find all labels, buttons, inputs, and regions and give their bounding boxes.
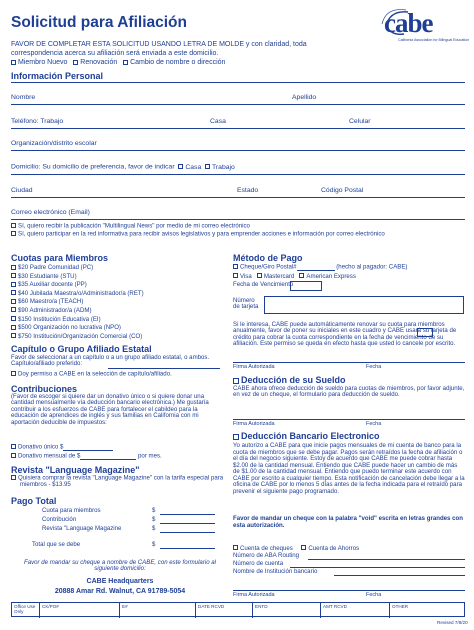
- amex-option[interactable]: American Express: [299, 273, 355, 280]
- personal-title: Información Personal: [11, 71, 104, 81]
- fee-option[interactable]: $500 Organización no lucrativa (NPO): [11, 324, 226, 333]
- currency: $: [152, 525, 156, 532]
- email-field[interactable]: [11, 219, 465, 220]
- fee-option[interactable]: $750 Institución/Organización Comercial (CO): [11, 333, 226, 342]
- office-cell: E#: [122, 604, 128, 609]
- firma-label: Firma Autorizada: [233, 421, 275, 427]
- city-field[interactable]: [11, 197, 465, 198]
- logo-subtitle: California Association for Bilingual Education: [398, 38, 470, 42]
- fee-option[interactable]: $30 Estudiante (STU): [11, 273, 226, 282]
- revista-title: Revista "Language Magazine": [11, 465, 140, 475]
- metodo-title: Método de Pago: [233, 253, 303, 263]
- revised-date: Revised 7/8/20: [437, 620, 468, 625]
- nombre-label: Nombre: [11, 94, 36, 101]
- mail-text: Favor de mandar su cheque a nombre de CABE, con este formulario al siguiente domicilio:: [23, 559, 217, 573]
- phone-field[interactable]: [11, 128, 465, 129]
- option-renewal[interactable]: Renovación: [73, 59, 117, 66]
- total-row-total: Total que se debe: [32, 541, 81, 548]
- cuotas-title: Cuotas para Miembros: [11, 253, 109, 263]
- codigo-label: Código Postal: [321, 187, 364, 194]
- checking-option[interactable]: Cuenta de cheques: [233, 545, 293, 552]
- newsletter-option[interactable]: Sí, quiero recibir la publicación "Multilingual News" por medio de mi correo electrónico: [11, 223, 466, 230]
- sueldo-text: CABE ahora ofrece deducción de sueldo para cuotas de miembros, por favor adjunte, en vez de un cheque, el formulario para deducción de sueldo.: [233, 385, 465, 399]
- office-cell: OTHER: [392, 604, 409, 609]
- office-cell: CK/PO#: [42, 604, 59, 609]
- chapter-field[interactable]: [108, 368, 220, 369]
- card-options: [233, 273, 356, 280]
- bancario-text: Yo autorizo a CABE para que inicie pagos mensuales de mi cuenta de banco para la cuota de miembros que se debe pagar. Pagos serán retraídos la fecha de afiliación o el día del negocio siguiente. Estoy de acuerdo que CABE me puede cobrar hasta $2.00 de la cantidad mensual. Entiendo que CABE puede hacer un cambio de más de $1.00 de la cantidad mensual. Entiendo que puedo terminar este acuerdo con CABE por escrito a cualquier tiempo. Esta notificación de cancelación debe llegar a la oficina de CABE por lo menos 5 días antes de la fecha indicada para el retraído para prevenir el siguiente pago programado.: [233, 442, 465, 495]
- donation-monthly[interactable]: Donativo mensual de $ por mes.: [11, 453, 162, 460]
- visa-option[interactable]: Visa: [233, 273, 252, 280]
- aba-row: Número de ABA Routing: [233, 552, 300, 559]
- domicilio-label: Domicilio: Su domicilio de preferencia, favor de indicar Casa Trabajo: [11, 163, 235, 171]
- office-use-label: Office Use Only: [14, 604, 36, 614]
- savings-option[interactable]: Cuenta de Ahorros: [301, 545, 359, 552]
- cuenta-row: Número de cuenta: [233, 560, 284, 567]
- cabe-logo: [370, 8, 470, 44]
- dom-casa-option[interactable]: Casa: [178, 164, 201, 171]
- signature-field[interactable]: [233, 362, 465, 363]
- permiso-text: Si le interesa, CABE puede automáticamente renovar su cuota para miembros anualmente, favor de poner su iniciales en este cuadro y CABE usará su tarjeta de crédito para cobrar la cuota correspondiente en la fecha de vencimiento de su afiliación. Este permiso se queda en efecto hasta que usted lo cancele por escrito.: [233, 321, 457, 348]
- telefono-label: Teléfono: Trabajo: [11, 118, 64, 125]
- office-cell: ENTD: [255, 604, 268, 609]
- office-use-table: [11, 602, 465, 617]
- signature-field[interactable]: [233, 419, 465, 420]
- fee-option[interactable]: $35 Auxiliar docente (PP): [11, 281, 226, 290]
- total-row-revista: Revista "Language Magazine: [42, 525, 122, 532]
- expiry-field[interactable]: [290, 281, 322, 291]
- logo-wordmark: cabe: [384, 8, 433, 38]
- fecha-vencimiento: Fecha de Vencimiento: [233, 281, 294, 288]
- total-field[interactable]: [160, 523, 215, 524]
- cheque-option[interactable]: Cheque/Giro Postal# (hecho al pagador: CABE): [233, 264, 407, 271]
- institution-field[interactable]: [334, 575, 465, 576]
- capitulo-permission[interactable]: Doy permiso a CABE en la selección de capítulo/afiliado.: [11, 371, 226, 378]
- sueldo-title[interactable]: Deducción de su Sueldo: [233, 375, 346, 385]
- capitulo-text: Favor de seleccionar a un capítulo o a un grupo afiliado estatal, o ambos. Capítulo/afiliado preferido:: [11, 354, 210, 368]
- firma-label: Firma Autorizada: [233, 364, 275, 370]
- capitulo-title: Capítulo o Grupo Afiliado Estatal: [11, 344, 152, 354]
- address-field[interactable]: [11, 174, 465, 175]
- contribuciones-title: Contribuciones: [11, 384, 78, 394]
- fecha-label: Fecha: [366, 592, 382, 598]
- total-row-cuota: Cuota para miembros: [42, 507, 101, 514]
- page-title: Solicitud para Afiliación: [11, 14, 187, 31]
- institucion-row: Nombre de Institución bancario: [233, 568, 318, 575]
- contribuciones-text: (Favor de escoger si quiere dar un donativo único o si quiere donar una cantidad mensualmente vía deducción bancario electrónica.) Me gustaría contribuir a los esfuerzos de CABE para fortalecer el cabildeo para la educación de aprendices de inglés y sus familias en California con mi aportación deducible de impuestos:: [11, 393, 209, 426]
- mail-hq: CABE Headquarters: [86, 578, 154, 585]
- account-type: [233, 545, 359, 552]
- fee-option[interactable]: $60 Maestro/a (TEACH): [11, 298, 226, 307]
- mail-address: 20888 Amar Rd. Walnut, CA 91789-5054: [54, 588, 186, 595]
- apellido-label: Apellido: [292, 94, 317, 101]
- application-type: [11, 59, 225, 66]
- fee-option[interactable]: $20 Padre Comunidad (PC): [11, 264, 226, 273]
- revista-option[interactable]: Quisiera comprar la revista "Language Magazine" con la tarifa especial para miembros - $13.95: [11, 475, 226, 488]
- fecha-label: Fecha: [366, 364, 382, 370]
- bancario-bold: Favor de mandar un cheque con la palabra "void" escrita en letras grandes con esta autorización.: [233, 515, 463, 529]
- correo-label: Correo electrónico (Email): [11, 209, 90, 216]
- currency: $: [152, 516, 156, 523]
- numero-tarjeta-label: Número de tarjeta: [233, 297, 259, 311]
- firma-label: Firma Autorizada: [233, 592, 275, 598]
- total-row-contribucion: Contribución: [42, 516, 77, 523]
- total-field[interactable]: [160, 514, 215, 515]
- fee-option[interactable]: $90 Administrador/a (ADM): [11, 307, 226, 316]
- mastercard-option[interactable]: Mastercard: [257, 273, 294, 280]
- signature-field[interactable]: [233, 590, 465, 591]
- fee-list: [11, 264, 226, 341]
- total-field[interactable]: [160, 532, 215, 533]
- option-new-member[interactable]: Miembro Nuevo: [11, 59, 67, 66]
- celular-label: Celular: [349, 118, 371, 125]
- card-number-field[interactable]: [264, 296, 464, 314]
- currency: $: [152, 507, 156, 514]
- donation-once[interactable]: Donativo único $: [11, 444, 113, 451]
- aba-field[interactable]: [308, 559, 465, 560]
- fee-option[interactable]: $40 Jubilada Maestra/o/Administrador/a (RET): [11, 290, 226, 299]
- office-cell: DATE RCVD: [198, 604, 225, 609]
- ciudad-label: Ciudad: [11, 187, 33, 194]
- initials-box[interactable]: [417, 328, 433, 337]
- currency: $: [152, 541, 156, 548]
- organization-field[interactable]: [11, 150, 465, 151]
- estado-label: Estado: [237, 187, 259, 194]
- casa-label: Casa: [210, 118, 226, 125]
- total-field[interactable]: [160, 548, 215, 549]
- dom-trabajo-option[interactable]: Trabajo: [205, 164, 235, 171]
- network-option[interactable]: Sí, quiero participar en la red informativa para recibir avisos legislativos y para emprender acciones e información por correo electrónico: [11, 231, 466, 238]
- pago-total-title: Pago Total: [11, 496, 57, 506]
- option-change[interactable]: Cambio de nombre o dirección: [123, 59, 225, 66]
- name-field[interactable]: [11, 104, 465, 105]
- office-cell: AMT RCVD: [323, 604, 347, 609]
- fecha-label: Fecha: [366, 421, 382, 427]
- instructions: FAVOR DE COMPLETAR ESTA SOLICITUD USANDO LETRA DE MOLDE y con claridad, toda correspondencia acerca su afiliación será enviada a este domicilio.: [11, 41, 307, 57]
- organizacion-label: Organización/distrito escolar: [11, 140, 97, 147]
- fee-option[interactable]: $150 Institución Educativa (EI): [11, 316, 226, 325]
- bancario-title[interactable]: Deducción Bancario Electronico: [233, 431, 380, 441]
